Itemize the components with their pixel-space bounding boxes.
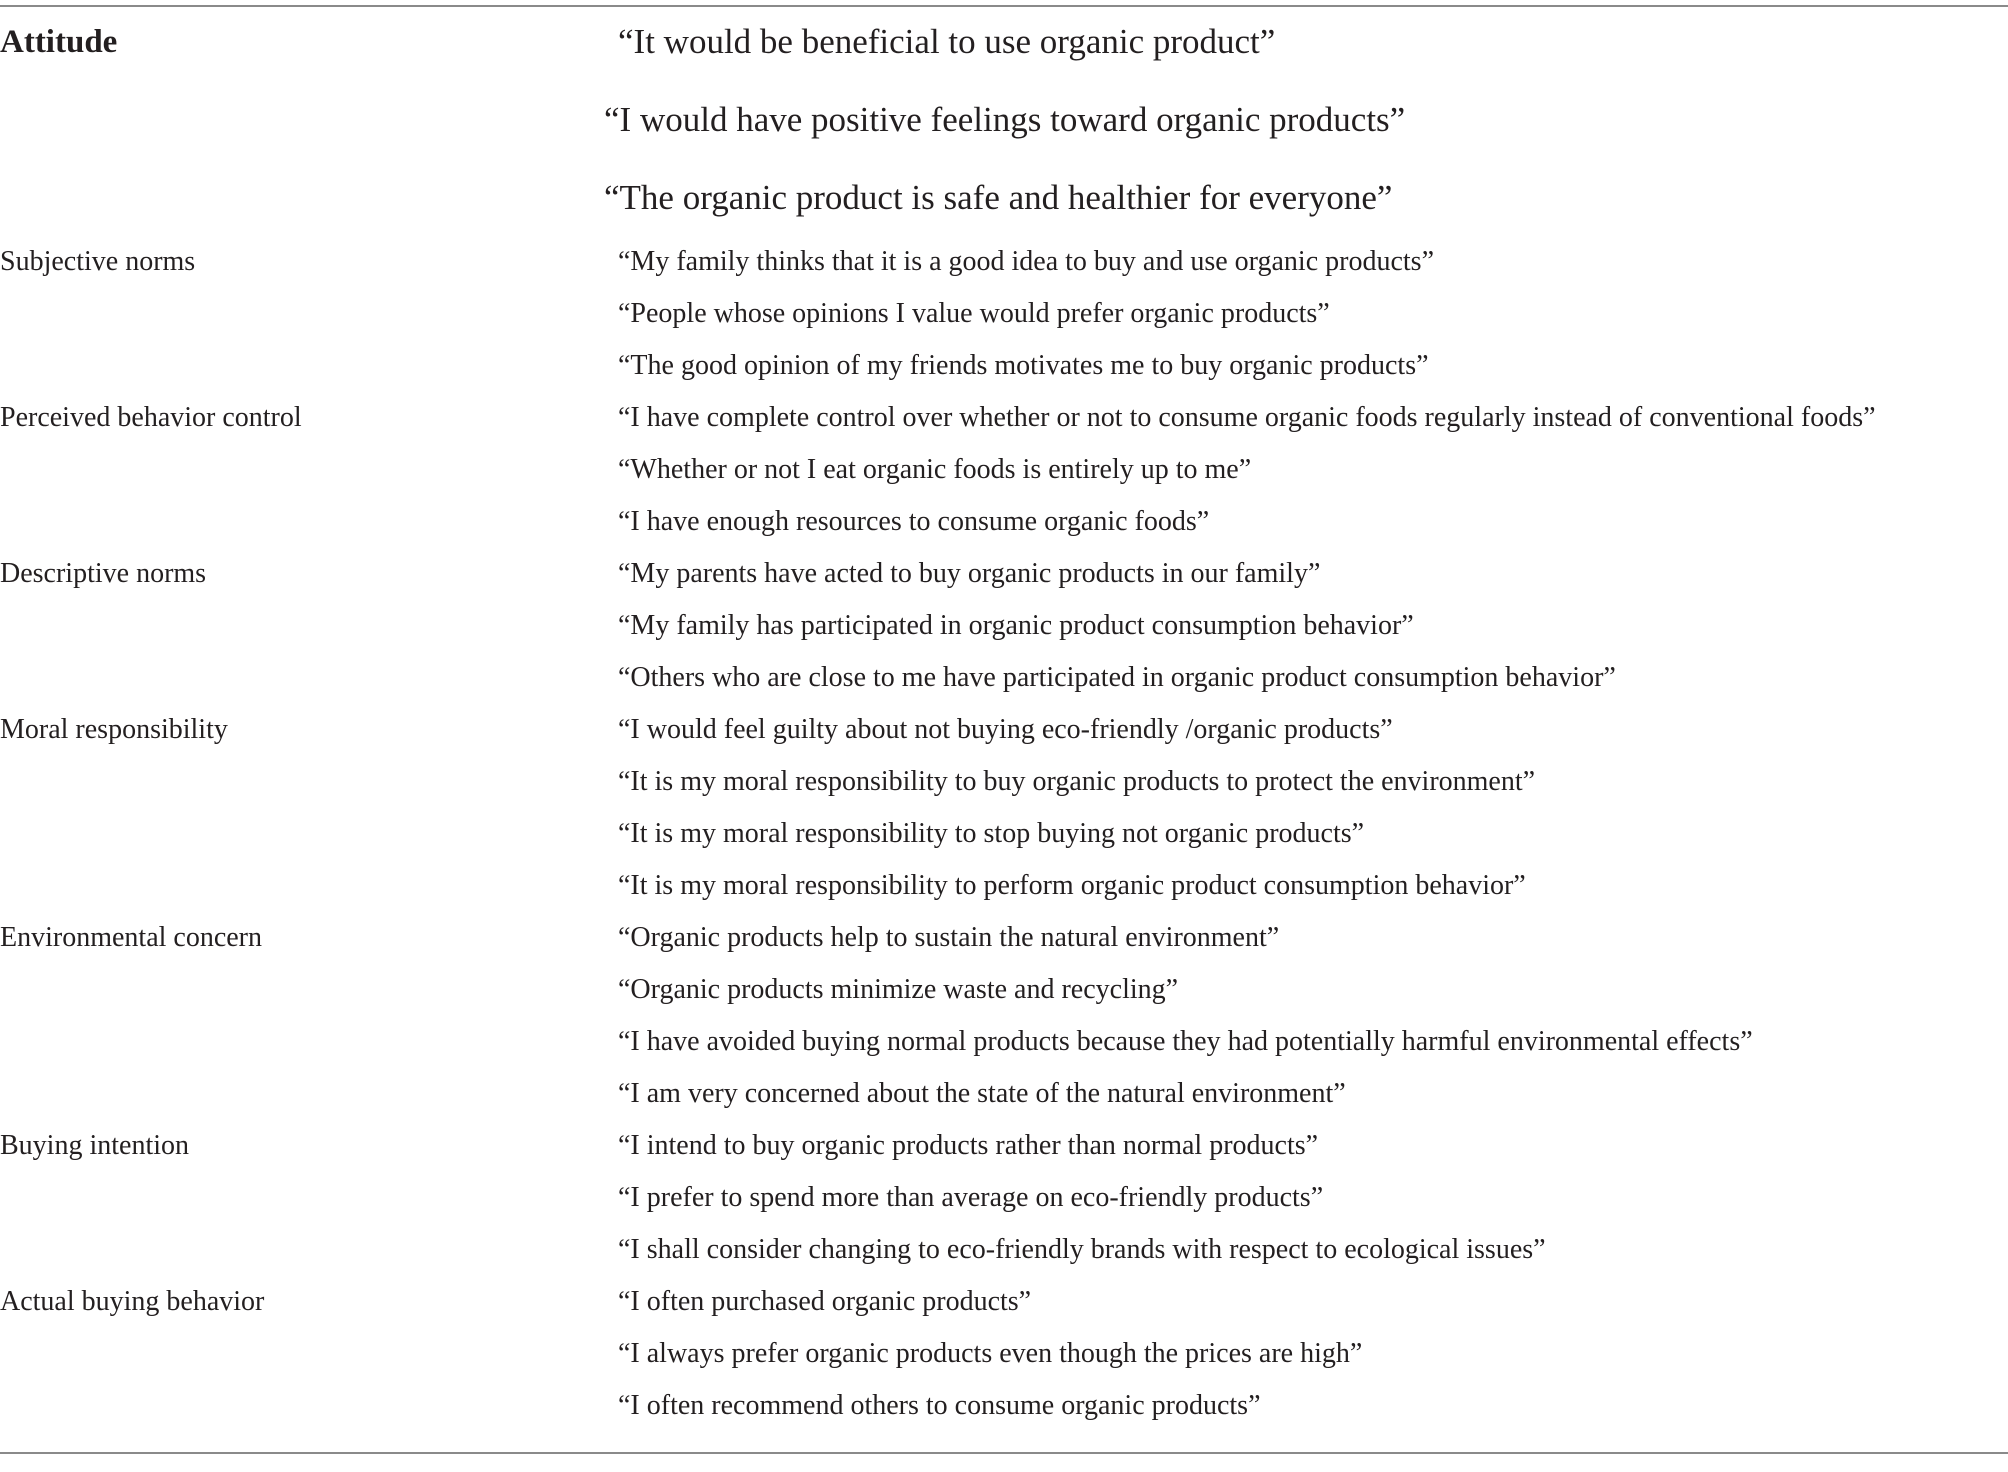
- table-row: [0, 242, 2008, 294]
- item-text: “Others who are close to me have participated in organic product consumption behavior”: [618, 662, 1616, 693]
- item-text: “People whose opinions I value would prefer organic products”: [618, 298, 1330, 329]
- construct-label: Perceived behavior control: [0, 402, 302, 433]
- item-text: “I always prefer organic products even though the prices are high”: [618, 1338, 1363, 1369]
- table-row: [0, 970, 2008, 1022]
- table-row: [0, 176, 2008, 228]
- table-row: [0, 1126, 2008, 1178]
- item-text: “It would be beneficial to use organic product”: [618, 22, 1276, 61]
- table-row: [0, 918, 2008, 970]
- table-row: [0, 398, 2008, 450]
- item-text: “It is my moral responsibility to perform organic product consumption behavior”: [618, 870, 1526, 901]
- item-text: “The organic product is safe and healthier for everyone”: [604, 178, 1393, 217]
- item-text: “It is my moral responsibility to buy organic products to protect the environment”: [618, 766, 1536, 797]
- table-top-rule: [0, 5, 2008, 7]
- table-row: [0, 450, 2008, 502]
- table-row: [0, 1386, 2008, 1438]
- item-text: “My family thinks that it is a good idea to buy and use organic products”: [618, 246, 1434, 277]
- item-text: “It is my moral responsibility to stop buying not organic products”: [618, 818, 1365, 849]
- table-row: [0, 1022, 2008, 1074]
- table-row: [0, 710, 2008, 762]
- item-text: “Whether or not I eat organic foods is entirely up to me”: [618, 454, 1252, 485]
- item-text: “I would have positive feelings toward organic products”: [604, 100, 1406, 139]
- item-text: “Organic products minimize waste and recycling”: [618, 974, 1179, 1005]
- table-row: [0, 20, 2008, 72]
- construct-label: Actual buying behavior: [0, 1286, 265, 1317]
- item-text: “My parents have acted to buy organic products in our family”: [618, 558, 1321, 589]
- table-row: [0, 1230, 2008, 1282]
- item-text: “I intend to buy organic products rather than normal products”: [618, 1130, 1319, 1161]
- table-row: [0, 346, 2008, 398]
- item-text: “I have avoided buying normal products because they had potentially harmful environmental effects”: [618, 1026, 1753, 1057]
- table-row: [0, 606, 2008, 658]
- item-text: “I am very concerned about the state of the natural environment”: [618, 1078, 1346, 1109]
- construct-label: Buying intention: [0, 1130, 189, 1161]
- table-row: [0, 294, 2008, 346]
- table-row: [0, 1074, 2008, 1126]
- table-row: [0, 554, 2008, 606]
- item-text: “I prefer to spend more than average on eco-friendly products”: [618, 1182, 1324, 1213]
- item-text: “I would feel guilty about not buying eco-friendly /organic products”: [618, 714, 1393, 745]
- table-row: [0, 814, 2008, 866]
- item-text: “I shall consider changing to eco-friendly brands with respect to ecological issues”: [618, 1234, 1546, 1265]
- construct-label: Descriptive norms: [0, 558, 207, 589]
- table-row: [0, 762, 2008, 814]
- item-text: “My family has participated in organic product consumption behavior”: [618, 610, 1414, 641]
- item-text: “The good opinion of my friends motivates me to buy organic products”: [618, 350, 1429, 381]
- table-row: [0, 1178, 2008, 1230]
- table-bottom-rule: [0, 1452, 2008, 1454]
- table-row: [0, 866, 2008, 918]
- construct-label: Subjective norms: [0, 246, 196, 277]
- item-text: “Organic products help to sustain the natural environment”: [618, 922, 1280, 953]
- table-row: [0, 98, 2008, 150]
- item-text: “I often purchased organic products”: [618, 1286, 1032, 1317]
- table-row: [0, 1282, 2008, 1334]
- construct-label: Moral responsibility: [0, 714, 228, 745]
- item-text: “I have enough resources to consume organic foods”: [618, 506, 1210, 537]
- table-row: [0, 1334, 2008, 1386]
- table-row: [0, 658, 2008, 710]
- table-row: [0, 502, 2008, 554]
- item-text: “I often recommend others to consume organic products”: [618, 1390, 1261, 1421]
- item-text: “I have complete control over whether or not to consume organic foods regularly instead of conventional foods”: [618, 402, 1876, 433]
- construct-label: Attitude: [0, 24, 118, 60]
- construct-label: Environmental concern: [0, 922, 263, 953]
